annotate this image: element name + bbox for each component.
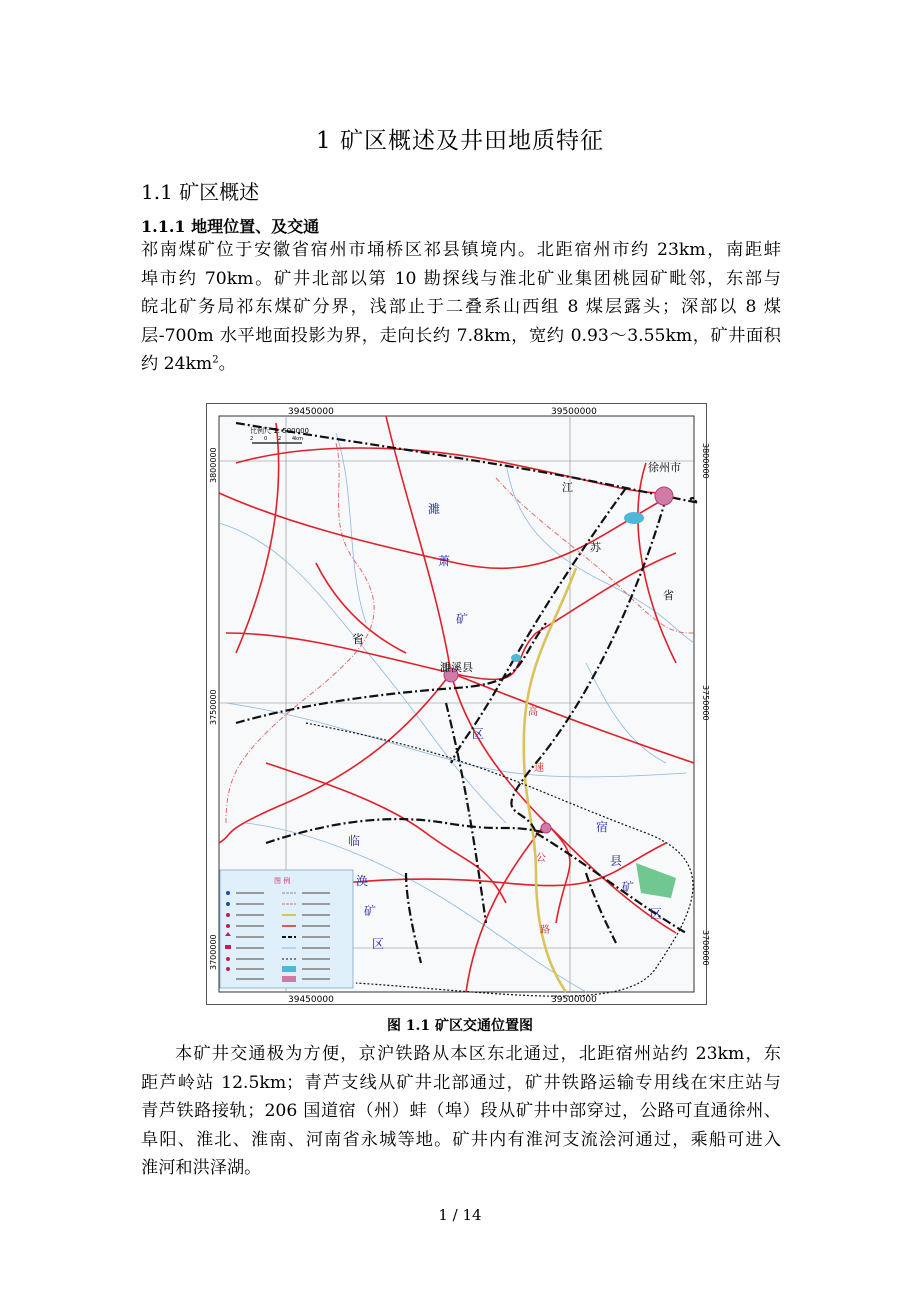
paragraph-line: 淮河和洪泽湖。 [141, 1158, 262, 1178]
region-label: 矿 [364, 904, 377, 918]
city-label: 徐州市 [648, 461, 681, 474]
highway-label: 速 [534, 763, 544, 774]
traffic-location-map [206, 403, 710, 1005]
x-coordinate-label: 39500000 [551, 407, 597, 417]
county-label: 濉溪县 [440, 661, 473, 674]
region-label: 萧 [438, 554, 451, 568]
paragraph-transport [141, 1040, 781, 1183]
highway-label: 高 [528, 707, 538, 718]
city-marker [655, 487, 673, 505]
region-label: 濉 [428, 502, 441, 516]
region-label: 区 [650, 907, 663, 921]
legend-title: 图 例 [274, 877, 291, 885]
region-label: 省 [663, 589, 674, 602]
y-coordinate-label: 3750000 [701, 685, 710, 721]
paragraph-line: 埠市约 70km。矿井北部以第 10 勘探线与淮北矿业集团桃园矿毗邻，东部与 [141, 268, 781, 289]
region-label: 区 [472, 727, 485, 741]
highway-label: 公 [536, 853, 546, 864]
subsection-title: 1.1.1 地理位置、及交通 [141, 217, 320, 236]
paragraph-location [141, 236, 781, 379]
paragraph-line: 距芦岭站 12.5km；青芦支线从矿井北部通过，矿井铁路运输专用线在宋庄站与 [141, 1072, 781, 1093]
paragraph-line: 层-700m 水平地面投影为界，走向长约 7.8km，宽约 0.93～3.55km，矿井面积 [141, 325, 781, 346]
paragraph-line: 青芦铁路接轨；206 国道宿（州）蚌（埠）段从矿井中部穿过，公路可直通徐州、 [141, 1101, 781, 1121]
scale-tick: 4km [292, 436, 303, 442]
scale-tick: 2 [278, 436, 282, 442]
area-end: 。 [218, 354, 236, 374]
x-coordinate-label: 39450000 [288, 995, 334, 1005]
paragraph-line: 皖北矿务局祁东煤矿分界，浅部止于二叠系山西组 8 煤层露头；深部以 8 煤 [141, 297, 781, 317]
paragraph-line: 阜阳、淮北、淮南、河南省永城等地。矿井内有淮河支流浍河通过，乘船可进入 [141, 1129, 781, 1150]
y-coordinate-label: 3750000 [209, 689, 218, 725]
y-coordinate-label: 3700000 [209, 934, 218, 970]
region-label: 宿 [596, 820, 609, 834]
y-coordinate-label: 3700000 [701, 930, 710, 966]
region-label: 矿 [622, 880, 635, 894]
paragraph-line: 本矿井交通极为方便，京沪铁路从本区东北通过，北距宿州站约 23km，东 [175, 1044, 781, 1064]
lake [624, 512, 644, 524]
page-number: 1 / 14 [438, 1206, 482, 1224]
region-label: 区 [372, 937, 385, 951]
x-coordinate-label: 39500000 [551, 995, 597, 1005]
paragraph-line: 祁南煤矿位于安徽省宿州市埇桥区祁县镇境内。北距宿州市约 23km，南距蚌 [141, 240, 781, 260]
y-coordinate-label: 3800000 [209, 447, 218, 483]
area-superscript: 2 [212, 354, 219, 366]
area-text: 约 24km [141, 354, 213, 374]
region-label: 矿 [456, 612, 469, 626]
figure-caption: 图 1.1 矿区交通位置图 [386, 1018, 534, 1034]
region-label: 临 [348, 834, 361, 848]
region-label: 苏 [590, 541, 601, 554]
region-label: 省 [352, 632, 365, 646]
region-label: 县 [610, 854, 623, 868]
region-label: 涣 [356, 874, 369, 888]
x-coordinate-label: 39450000 [288, 407, 334, 417]
highway-label: 路 [540, 925, 550, 936]
scale-tick: 2 [250, 436, 254, 442]
lake [511, 654, 521, 662]
region-label: 江 [562, 481, 573, 494]
section-title: 1.1 矿区概述 [141, 180, 260, 204]
scale-label: 比例尺 1: 500000 [250, 427, 309, 435]
town-marker [541, 823, 551, 833]
paragraph-line [141, 350, 781, 379]
y-coordinate-label: 3800000 [701, 443, 710, 479]
chapter-title: 1 矿区概述及井田地质特征 [316, 128, 604, 154]
scale-tick: 0 [264, 436, 268, 442]
